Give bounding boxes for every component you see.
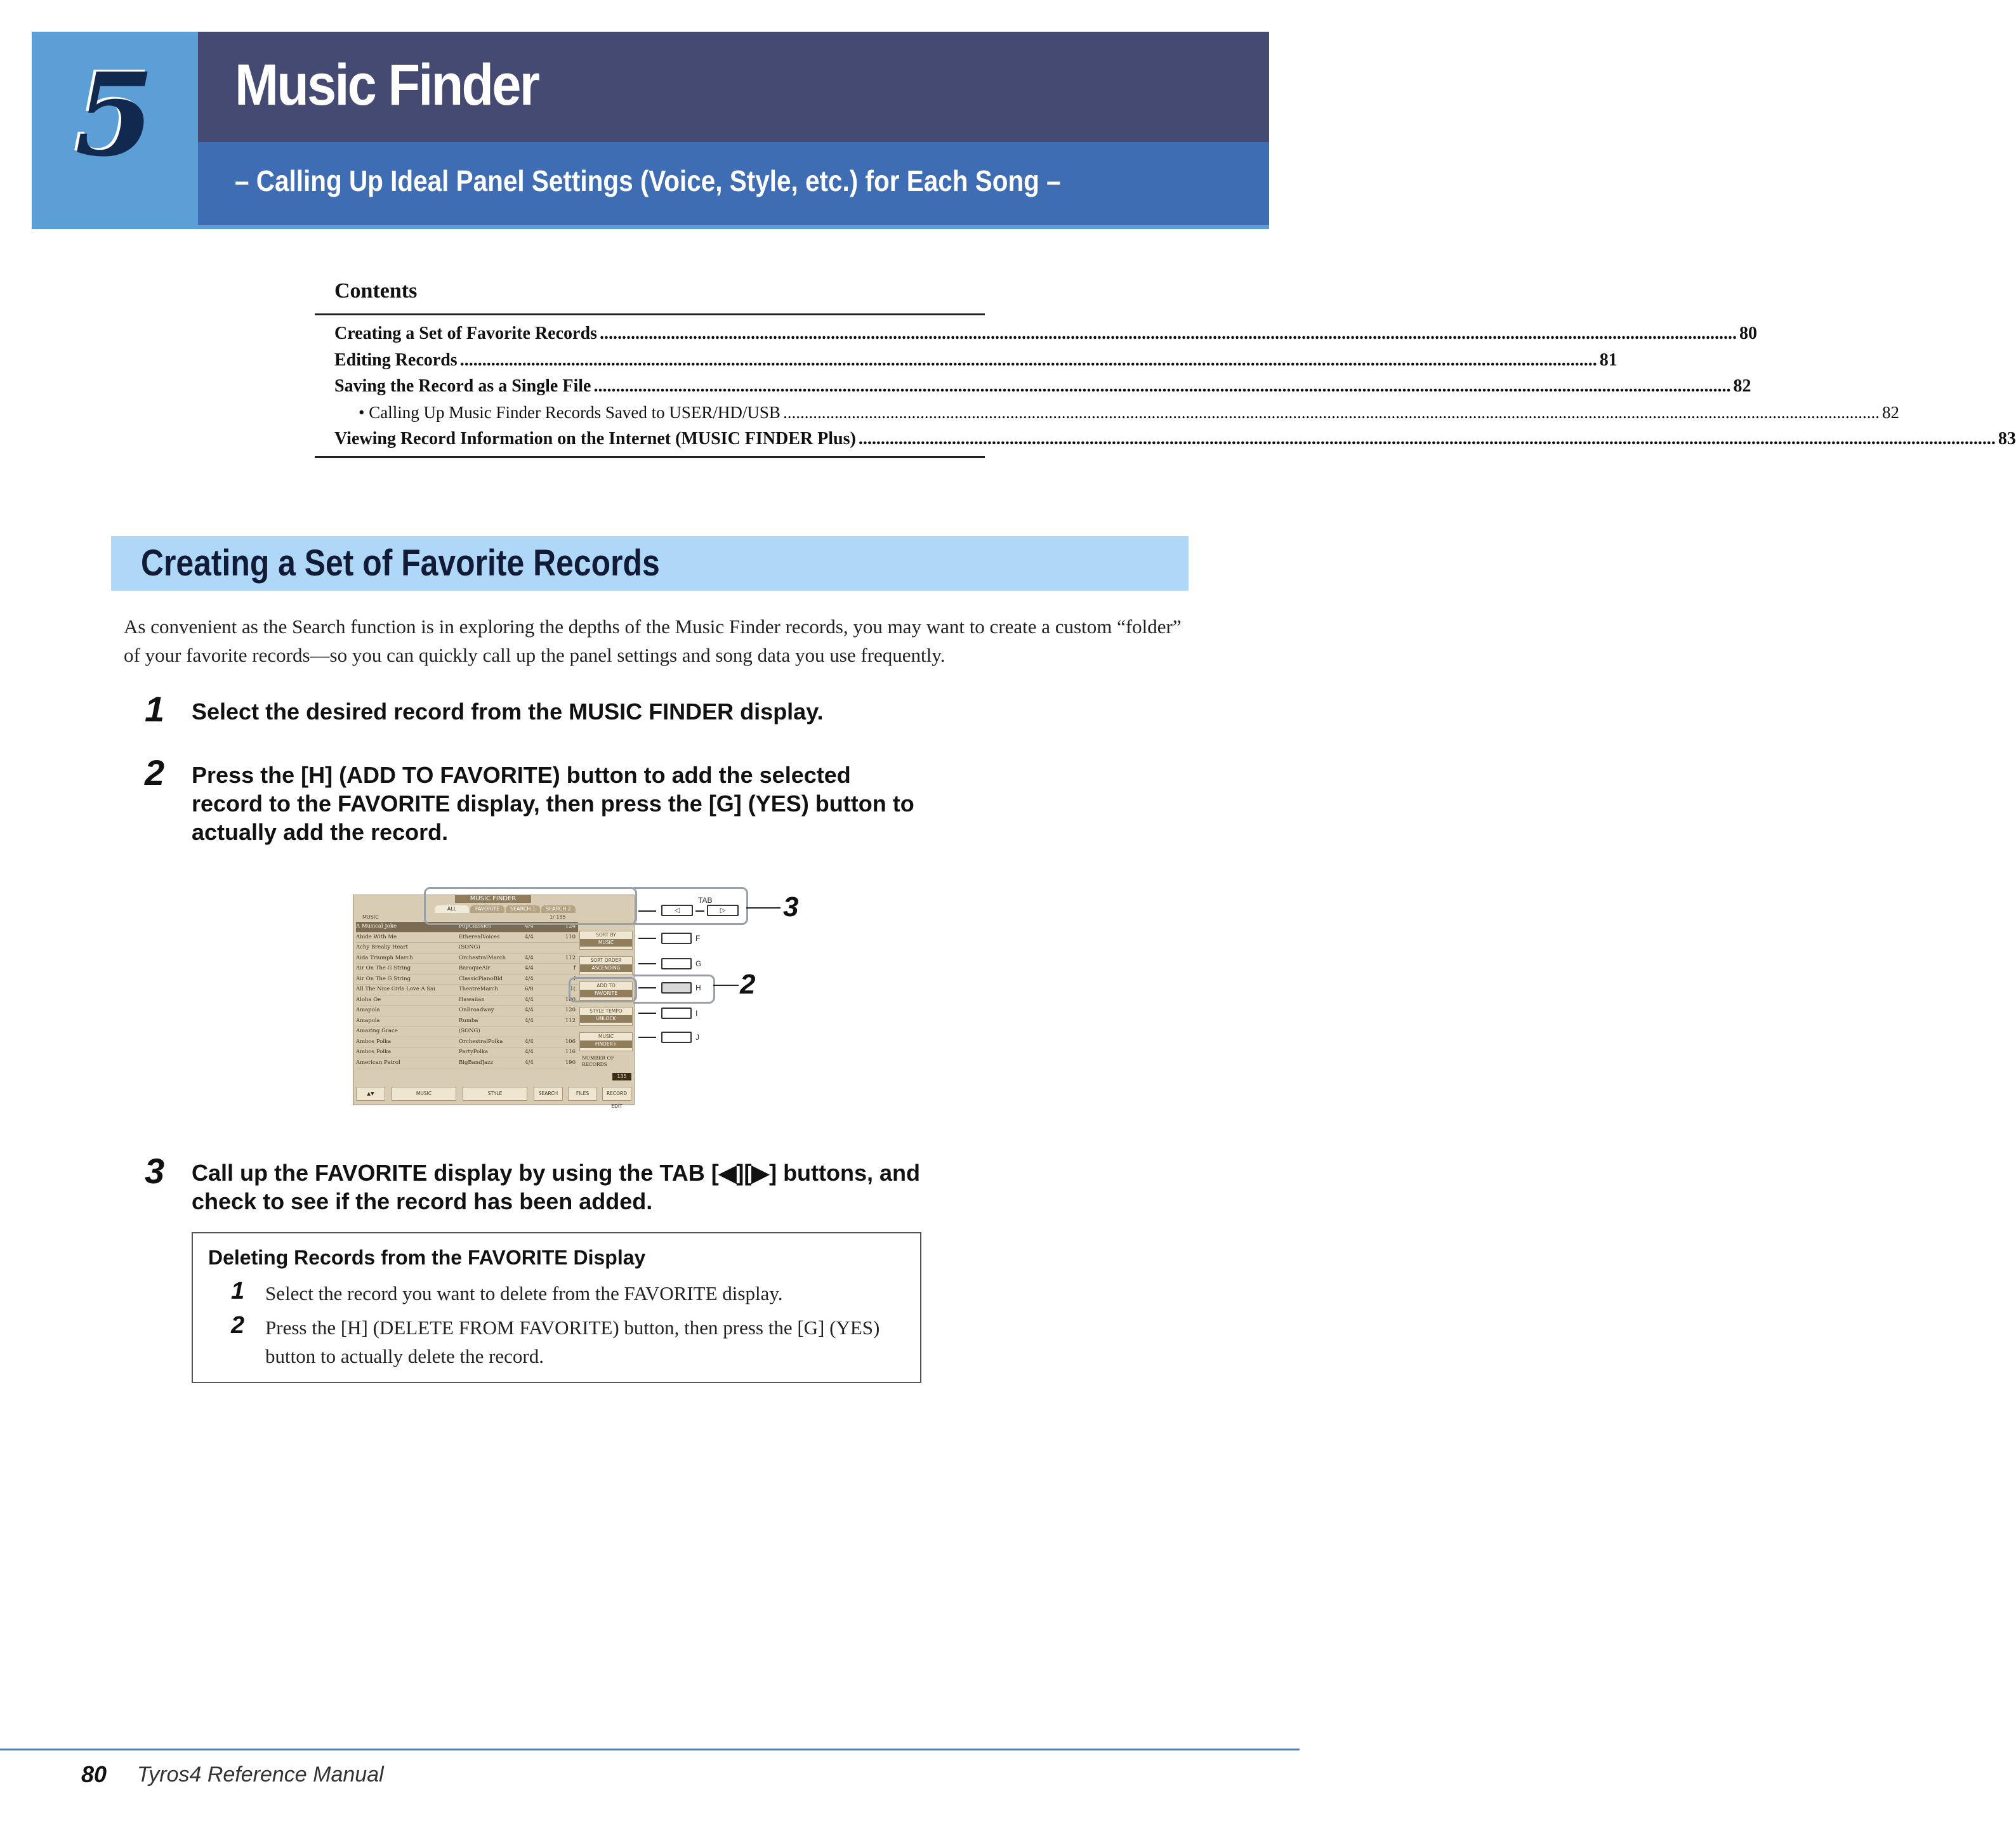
record-music: Aloha Oe bbox=[356, 996, 381, 1003]
step-number: 3 bbox=[145, 1151, 165, 1191]
panel-letter-f: F bbox=[695, 934, 701, 943]
record-music: Ambos Polka bbox=[356, 1038, 392, 1045]
record-style: (SONG) bbox=[459, 944, 480, 950]
manual-title: Tyros4 Reference Manual bbox=[137, 1763, 384, 1787]
sort-by-value: MUSIC bbox=[580, 939, 632, 947]
record-music: Amapola bbox=[356, 1007, 380, 1013]
record-music: Air On The G String bbox=[356, 965, 411, 971]
tab-right-button: ▷ bbox=[707, 905, 739, 916]
record-beat: 4/4 bbox=[525, 996, 534, 1003]
toc-entry-title: Viewing Record Information on the Internet (MUSIC FINDER Plus) bbox=[334, 429, 856, 449]
record-row bbox=[356, 1047, 578, 1058]
finder-plus-label: FINDER+ bbox=[580, 1040, 632, 1048]
note-step-text: Press the [H] (DELETE FROM FAVORITE) button, then press the [G] (YES) button to actually delete the record. bbox=[265, 1316, 880, 1367]
record-tempo: 100 bbox=[565, 996, 576, 1003]
record-tempo bbox=[550, 943, 577, 953]
step-number: 2 bbox=[145, 752, 165, 792]
style-label-button: STYLE bbox=[463, 1087, 527, 1101]
record-beat: 6/8 bbox=[525, 986, 534, 992]
favorite-label: FAVORITE bbox=[580, 990, 632, 997]
footer-rule bbox=[0, 1749, 1300, 1750]
tab-area-callout bbox=[424, 887, 637, 925]
note-title: Deleting Records from the FAVORITE Display bbox=[208, 1246, 646, 1269]
record-music: Achy Breaky Heart bbox=[356, 944, 408, 950]
page-number: 80 bbox=[81, 1761, 107, 1787]
record-tempo: f bbox=[573, 965, 576, 971]
style-tempo-label: STYLE TEMPO bbox=[590, 1008, 623, 1014]
music-label-button: MUSIC bbox=[392, 1087, 456, 1101]
record-style: OrchestralMarch bbox=[459, 954, 506, 961]
toc-leader bbox=[859, 429, 1996, 449]
sort-order-button bbox=[579, 956, 633, 975]
record-beat: 4/4 bbox=[525, 1049, 534, 1055]
sort-order-value: ASCENDING bbox=[580, 964, 632, 972]
search-label-button: SEARCH bbox=[534, 1087, 563, 1101]
tab-left-button: ◁ bbox=[661, 905, 693, 916]
record-music: Air On The G String bbox=[356, 975, 411, 982]
panel-button-f bbox=[661, 933, 692, 944]
sort-by-button bbox=[579, 931, 633, 950]
record-tempo: 112 bbox=[565, 954, 576, 961]
tab-line bbox=[638, 910, 656, 912]
record-music: Ambos Polka bbox=[356, 1049, 392, 1055]
record-beat: 4/4 bbox=[525, 923, 534, 929]
record-music: American Patrol bbox=[356, 1059, 400, 1066]
panel-button-h bbox=[661, 982, 692, 994]
record-beat: 4/4 bbox=[525, 1059, 534, 1066]
record-count-label: NUMBER OF RECORDS bbox=[582, 1055, 614, 1067]
record-row bbox=[356, 933, 578, 943]
contents-list bbox=[334, 324, 2016, 456]
record-list bbox=[356, 922, 578, 1068]
panel-button-j bbox=[661, 1032, 692, 1043]
tab-connector bbox=[695, 910, 704, 912]
record-style: BigBandJazz bbox=[459, 1059, 494, 1066]
record-beat bbox=[525, 1027, 550, 1037]
record-tempo: 116 bbox=[565, 1049, 576, 1055]
toc-entry-page: 82 bbox=[1881, 402, 1899, 422]
record-tempo: 190 bbox=[565, 1059, 576, 1066]
tab-search-1: SEARCH 1 bbox=[506, 905, 540, 913]
section-intro: As convenient as the Search function is in exploring the depths of the Music Finder records, you may want to create a custom “folder” of your favorite records—so you can quickly call up the panel settings and song data you use frequently. bbox=[124, 615, 1182, 666]
chapter-divider bbox=[32, 225, 1269, 229]
record-tempo: f bbox=[573, 975, 576, 982]
music-finder-plus-button bbox=[579, 1032, 633, 1051]
tab-label: TAB bbox=[698, 896, 713, 905]
record-edit-button: RECORD EDIT bbox=[602, 1087, 631, 1101]
contents-top-rule bbox=[315, 313, 985, 315]
note-step-text: Select the record you want to delete from the FAVORITE display. bbox=[265, 1282, 783, 1304]
panel-line-g bbox=[638, 963, 656, 964]
files-button: FILES bbox=[568, 1087, 597, 1101]
sort-by-label: SORT BY bbox=[596, 932, 616, 938]
toc-entry-title: • Calling Up Music Finder Records Saved to USER/HD/USB bbox=[359, 402, 781, 422]
panel-letter-g: G bbox=[695, 959, 702, 968]
toc-entry[interactable] bbox=[334, 376, 1751, 403]
record-beat bbox=[525, 943, 550, 953]
record-style: OrchestralPolka bbox=[459, 1038, 503, 1045]
record-style: TheatreMarch bbox=[459, 986, 498, 992]
record-style: EtherealVoices bbox=[459, 933, 500, 940]
callout-number: 3 bbox=[783, 891, 799, 922]
record-row bbox=[356, 1006, 578, 1016]
panel-line-h bbox=[638, 987, 656, 988]
toc-entry-title: Creating a Set of Favorite Records bbox=[334, 324, 597, 343]
record-music: A Musical Joke bbox=[356, 923, 397, 929]
record-style: Hawaiian bbox=[459, 996, 485, 1003]
style-tempo-button bbox=[579, 1007, 633, 1026]
record-row bbox=[356, 964, 578, 975]
record-row bbox=[356, 985, 578, 995]
record-beat: 4/4 bbox=[525, 975, 534, 982]
record-row bbox=[356, 975, 578, 985]
record-music: Aida Triumph March bbox=[356, 954, 413, 961]
record-row bbox=[356, 1037, 578, 1048]
chapter-title: Music Finder bbox=[235, 53, 539, 117]
step-text: Press the [H] (ADD TO FAVORITE) button to add the selected record to the FAVORITE display, then press the [G] (YES) button to actually add the record. bbox=[192, 762, 914, 845]
toc-subentry[interactable] bbox=[334, 402, 1899, 430]
music-scroll-button: ▲▼ bbox=[356, 1087, 385, 1101]
record-row bbox=[356, 1058, 578, 1069]
toc-entry-page: 80 bbox=[1739, 324, 1757, 343]
callout-number: 2 bbox=[740, 969, 756, 1000]
column-header-music: MUSIC bbox=[362, 914, 379, 920]
record-tempo: 1( bbox=[570, 986, 576, 992]
music-label: MUSIC bbox=[598, 1034, 614, 1039]
record-music: All The Nice Girls Love A Sai bbox=[356, 986, 435, 992]
add-to-label: ADD TO bbox=[596, 983, 616, 988]
tab-favorite: FAVORITE bbox=[470, 905, 504, 913]
style-tempo-value: UNLOCK bbox=[580, 1015, 632, 1023]
chapter-number: 5 bbox=[75, 48, 155, 182]
callout-leader bbox=[713, 985, 739, 986]
record-beat: 4/4 bbox=[525, 1038, 534, 1045]
record-row bbox=[356, 1027, 578, 1037]
toc-entry-page: 82 bbox=[1733, 376, 1751, 396]
record-tempo: 112 bbox=[565, 1017, 576, 1024]
toc-entry[interactable] bbox=[334, 324, 1757, 350]
record-beat: 4/4 bbox=[525, 1007, 534, 1013]
toc-leader bbox=[783, 403, 1880, 423]
tab-search-2: SEARCH 2 bbox=[541, 905, 576, 913]
contents-heading: Contents bbox=[334, 279, 418, 303]
sort-order-label: SORT ORDER bbox=[590, 957, 622, 963]
record-beat: 4/4 bbox=[525, 965, 534, 971]
section-title: Creating a Set of Favorite Records bbox=[141, 542, 660, 584]
panel-line-f bbox=[638, 938, 656, 939]
step-text: Call up the FAVORITE display by using the TAB [◀][▶] buttons, and check to see if the record has been added. bbox=[192, 1160, 921, 1214]
record-style: BaroqueAir bbox=[459, 965, 491, 971]
chapter-subtitle: – Calling Up Ideal Panel Settings (Voice, Style, etc.) for Each Song – bbox=[235, 164, 1061, 197]
panel-button-g bbox=[661, 958, 692, 969]
record-music: Abide With Me bbox=[356, 933, 397, 940]
panel-line-i bbox=[638, 1013, 656, 1014]
panel-letter-j: J bbox=[695, 1033, 699, 1042]
record-count: 135 bbox=[612, 1073, 631, 1080]
record-row bbox=[356, 954, 578, 964]
record-beat: 4/4 bbox=[525, 954, 534, 961]
toc-entry-page: 81 bbox=[1599, 350, 1617, 370]
note-step-number: 2 bbox=[231, 1312, 245, 1339]
record-indicator: 1/ 135 bbox=[550, 914, 566, 920]
record-row bbox=[356, 995, 578, 1006]
record-row bbox=[356, 943, 578, 954]
step-text: Select the desired record from the MUSIC FINDER display. bbox=[192, 699, 824, 725]
record-beat: 4/4 bbox=[525, 933, 534, 940]
toc-entry-title: Saving the Record as a Single File bbox=[334, 376, 591, 396]
toc-leader bbox=[593, 376, 1730, 397]
tab-all: ALL bbox=[435, 905, 469, 913]
panel-letter-h: H bbox=[695, 983, 701, 992]
step-number: 1 bbox=[145, 689, 165, 729]
record-music: Amapola bbox=[356, 1017, 380, 1024]
panel-letter-i: I bbox=[695, 1009, 698, 1018]
record-tempo: 106 bbox=[565, 1038, 576, 1045]
add-to-favorite-callout bbox=[569, 977, 637, 1002]
record-style: ClassicPianoBld bbox=[459, 975, 503, 982]
record-tempo: 110 bbox=[565, 933, 576, 940]
record-style: Rumba bbox=[459, 1017, 478, 1024]
toc-entry-title: Editing Records bbox=[334, 350, 458, 370]
note-step-number: 1 bbox=[231, 1278, 245, 1304]
record-music: Amazing Grace bbox=[356, 1028, 398, 1034]
record-tempo: 120 bbox=[565, 1007, 576, 1013]
toc-entry-page: 83 bbox=[1998, 429, 2016, 449]
callout-leader bbox=[746, 907, 781, 909]
record-tempo bbox=[550, 1027, 577, 1037]
toc-leader bbox=[460, 350, 1597, 371]
record-row bbox=[356, 1016, 578, 1027]
panel-button-i bbox=[661, 1008, 692, 1019]
record-style: PartyPolka bbox=[459, 1049, 489, 1055]
toc-entry[interactable] bbox=[334, 429, 2016, 456]
toc-leader bbox=[600, 324, 1737, 344]
record-tempo: 124 bbox=[565, 923, 576, 929]
contents-bottom-rule bbox=[315, 456, 985, 458]
toc-entry[interactable] bbox=[334, 350, 1617, 377]
screen-footer bbox=[356, 1084, 631, 1109]
record-style: PopClassics bbox=[459, 923, 491, 929]
panel-line-j bbox=[638, 1037, 656, 1038]
screen-title: MUSIC FINDER bbox=[455, 895, 531, 903]
record-style: OnBroadway bbox=[459, 1007, 494, 1013]
record-beat: 4/4 bbox=[525, 1017, 534, 1024]
record-style: (SONG) bbox=[459, 1028, 480, 1034]
